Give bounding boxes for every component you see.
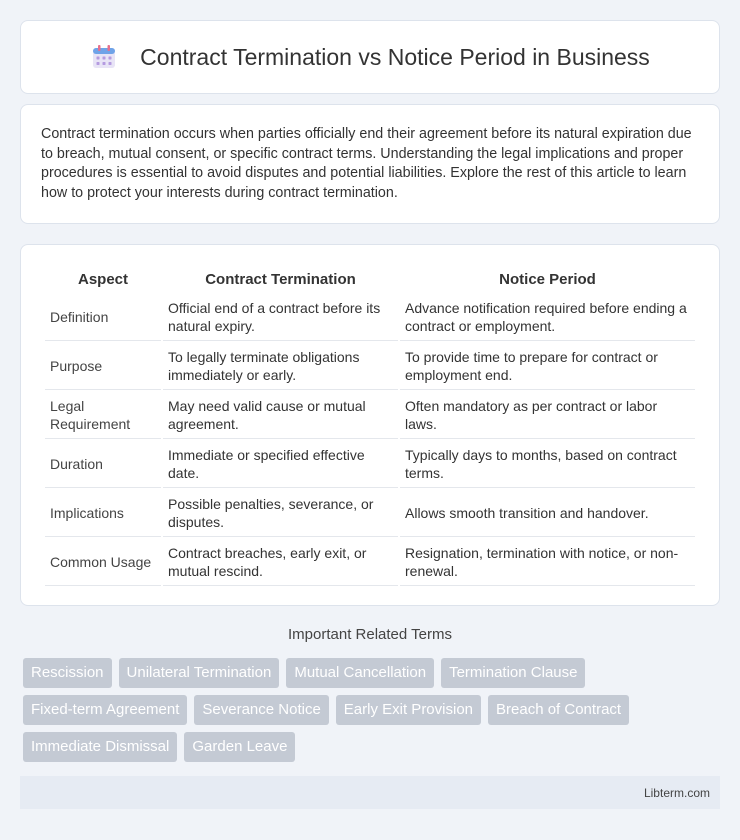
row-termination: Possible penalties, severance, or disputes. <box>163 490 398 537</box>
tag-immediate-dismissal[interactable]: Immediate Dismissal <box>23 732 177 762</box>
tag-garden-leave[interactable]: Garden Leave <box>184 732 295 762</box>
table-row <box>45 490 695 537</box>
comparison-table-card <box>20 244 720 606</box>
intro-card <box>20 104 720 224</box>
table-row <box>45 294 695 341</box>
tag-early-exit-provision[interactable]: Early Exit Provision <box>336 695 481 725</box>
page-title: Contract Termination vs Notice Period in Business <box>140 43 650 70</box>
row-termination: Official end of a contract before its natural expiry. <box>163 294 398 341</box>
table-header-row <box>45 267 695 292</box>
row-termination: May need valid cause or mutual agreement. <box>163 392 398 439</box>
column-header-termination: Contract Termination <box>205 271 356 288</box>
row-aspect: Legal Requirement <box>45 392 161 439</box>
footer-site-link[interactable]: Libterm.com <box>643 785 710 800</box>
tag-severance-notice[interactable]: Severance Notice <box>194 695 328 725</box>
comparison-table <box>43 265 697 588</box>
tag-unilateral-termination[interactable]: Unilateral Termination <box>119 658 280 688</box>
column-header-notice: Notice Period <box>499 271 596 288</box>
tag-mutual-cancellation[interactable]: Mutual Cancellation <box>286 658 434 688</box>
table-row <box>45 392 695 439</box>
row-notice: To provide time to prepare for contract or employment end. <box>400 343 695 390</box>
row-aspect: Purpose <box>45 343 161 390</box>
tag-rescission[interactable]: Rescission <box>23 658 112 688</box>
tag-termination-clause[interactable]: Termination Clause <box>441 658 585 688</box>
row-aspect: Implications <box>45 490 161 537</box>
column-header-aspect: Aspect <box>77 271 129 288</box>
row-termination: Immediate or specified effective date. <box>163 441 398 488</box>
row-termination: Contract breaches, early exit, or mutual rescind. <box>163 539 398 586</box>
table-row <box>45 343 695 390</box>
row-notice: Typically days to months, based on contract terms. <box>400 441 695 488</box>
table-row <box>45 441 695 488</box>
row-notice: Allows smooth transition and handover. <box>400 490 695 537</box>
row-notice: Resignation, termination with notice, or non-renewal. <box>400 539 695 586</box>
row-aspect: Common Usage <box>45 539 161 586</box>
row-notice: Often mandatory as per contract or labor laws. <box>400 392 695 439</box>
footer <box>20 776 720 809</box>
row-aspect: Definition <box>45 294 161 341</box>
calendar-icon <box>90 43 118 71</box>
tag-breach-of-contract[interactable]: Breach of Contract <box>488 695 629 725</box>
table-row <box>45 539 695 586</box>
tag-fixed-term-agreement[interactable]: Fixed-term Agreement <box>23 695 187 725</box>
related-terms-title: Important Related Terms <box>288 626 452 643</box>
intro-text: Contract termination occurs when parties officially end their agreement before its natural expiration due to breach, mutual consent, or specific contract terms. Understanding the legal implications and proper procedures is essential to avoid disputes and potential liabilities. Explore the rest of this article to learn how to protect your interests during contract termination. <box>41 126 692 201</box>
row-notice: Advance notification required before ending a contract or employment. <box>400 294 695 341</box>
row-termination: To legally terminate obligations immediately or early. <box>163 343 398 390</box>
row-aspect: Duration <box>45 441 161 488</box>
related-terms-tags <box>23 658 723 762</box>
header-card <box>20 20 720 94</box>
